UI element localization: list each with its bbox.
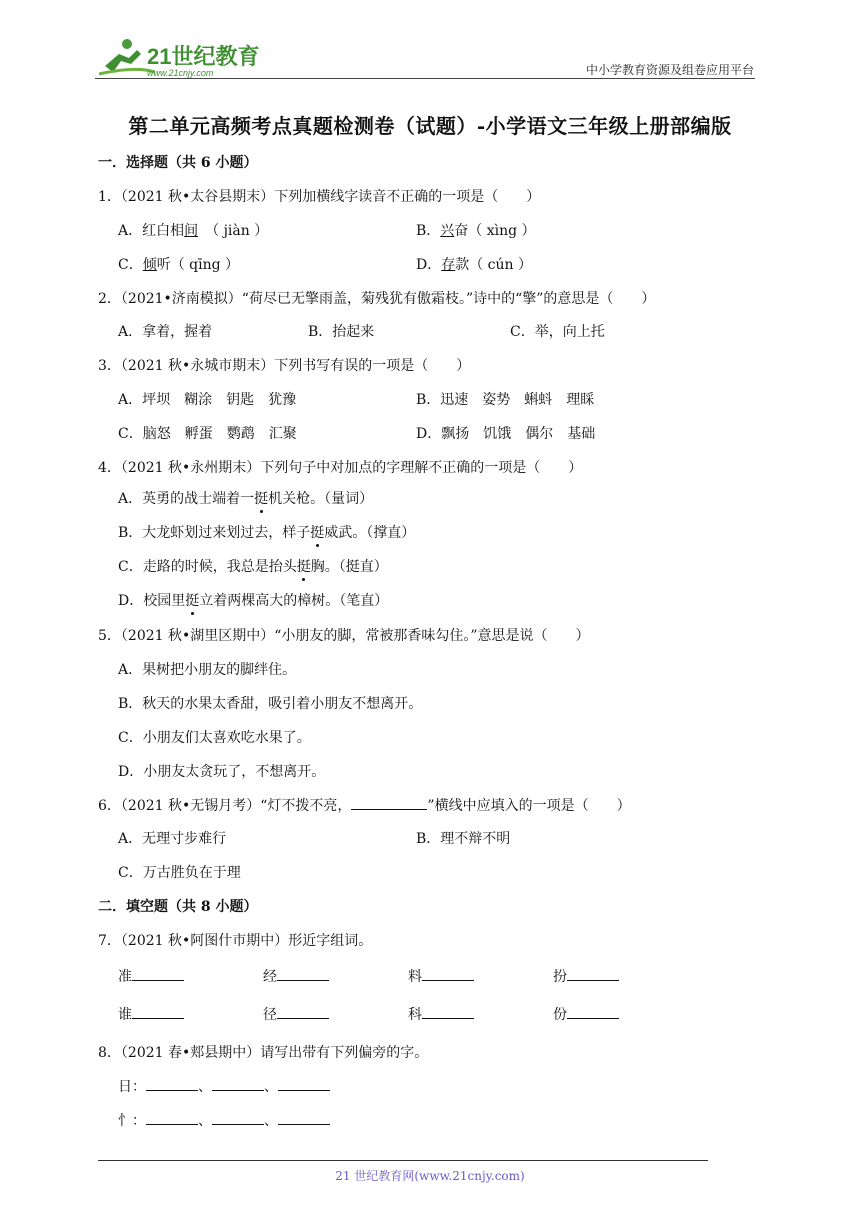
question-3-option-a[interactable]: A．坪坝 糊涂 钥匙 犹豫 <box>118 392 297 408</box>
option-text: C． <box>118 257 143 273</box>
underlined-char: 间 <box>184 223 199 239</box>
char-label: 科 <box>408 1007 422 1023</box>
footer-link[interactable]: 21 世纪教育网(www.21cnjy.com) <box>335 1169 525 1183</box>
radical-label: 日： <box>118 1079 146 1095</box>
word-group-item <box>408 1004 474 1024</box>
word-group-item <box>408 966 474 986</box>
question-2-option-c[interactable]: C．举，向上托 <box>510 324 605 340</box>
option-text: 胸。（挺直） <box>310 559 388 575</box>
char-label: 准 <box>118 969 132 985</box>
dotted-char: 挺 <box>185 593 200 609</box>
question-4-stem: 4．（2021 秋•永州期末）下列句子中对加点的字理解不正确的一项是（ ） <box>98 460 583 476</box>
char-label: 份 <box>553 1007 567 1023</box>
option-text: C．走路的时候，我总是抬头 <box>118 559 297 575</box>
option-text: （ jiàn ） <box>198 223 269 239</box>
answer-blank[interactable] <box>567 966 619 981</box>
radical-row-ri <box>118 1076 330 1096</box>
option-text: 奋（ xìng ） <box>454 223 536 239</box>
question-1-option-b[interactable] <box>416 220 536 240</box>
question-8-stem: 8．（2021 春•郏县期中）请写出带有下列偏旁的字。 <box>98 1045 429 1061</box>
word-group-item <box>263 1004 329 1024</box>
word-group-item <box>118 1004 184 1024</box>
question-3-option-c[interactable]: C．脑怒 孵蛋 鹦鹉 汇聚 <box>118 426 297 442</box>
question-1-option-d[interactable] <box>416 254 532 274</box>
word-group-item <box>263 966 329 986</box>
answer-blank[interactable] <box>132 966 184 981</box>
answer-blank[interactable] <box>278 1110 330 1125</box>
logo-text: 21世纪教育 <box>147 44 260 69</box>
answer-blank[interactable] <box>278 1076 330 1091</box>
question-5-option-d[interactable]: D．小朋友太贪玩了，不想离开。 <box>118 764 326 780</box>
question-3-stem: 3．（2021 秋•永城市期末）下列书写有误的一项是（ ） <box>98 358 471 374</box>
option-text: D．校园里 <box>118 593 186 609</box>
section-heading-fill: 二．填空题（共 8 小题） <box>98 899 258 915</box>
answer-blank[interactable] <box>277 1004 329 1019</box>
char-label: 扮 <box>553 969 567 985</box>
header-divider <box>95 78 755 79</box>
answer-blank[interactable] <box>567 1004 619 1019</box>
radical-label: 忄： <box>118 1113 146 1129</box>
underlined-char: 兴 <box>440 223 455 239</box>
answer-blank[interactable] <box>212 1110 264 1125</box>
char-label: 经 <box>263 969 277 985</box>
char-label: 料 <box>408 969 422 985</box>
question-5-stem: 5．（2021 秋•湖里区期中）“小朋友的脚，常被那香味勾住。”意思是说（ ） <box>98 628 590 644</box>
logo-url: www.21cnjy.com <box>147 68 214 78</box>
question-6-option-c[interactable]: C．万古胜负在于理 <box>118 865 241 881</box>
radical-row-xin <box>118 1110 330 1130</box>
question-1-stem: 1．（2021 秋•太谷县期末）下列加横线字读音不正确的一项是（ ） <box>98 189 541 205</box>
option-text: 款（ cún ） <box>455 257 533 273</box>
option-text: A．红白相 <box>118 223 185 239</box>
question-1-option-a[interactable] <box>118 220 268 240</box>
answer-blank[interactable] <box>277 966 329 981</box>
char-label: 径 <box>263 1007 277 1023</box>
site-logo <box>95 36 260 80</box>
option-text: B．大龙虾划过来划过去，样子 <box>118 525 311 541</box>
question-6-option-a[interactable]: A．无理寸步难行 <box>118 831 227 847</box>
answer-blank[interactable] <box>422 966 474 981</box>
dotted-char: 挺 <box>254 491 269 507</box>
question-6-stem <box>98 795 631 815</box>
question-1-option-c[interactable] <box>118 254 239 274</box>
option-text: B． <box>416 223 441 239</box>
question-5-option-a[interactable]: A．果树把小朋友的脚绊住。 <box>118 662 297 678</box>
answer-blank[interactable] <box>351 795 427 810</box>
underlined-char: 存 <box>441 257 456 273</box>
question-5-option-c[interactable]: C．小朋友们太喜欢吃水果了。 <box>118 730 311 746</box>
question-2-option-a[interactable]: A．拿着，握着 <box>118 324 213 340</box>
dotted-char: 挺 <box>310 525 325 541</box>
char-label: 谁 <box>118 1007 132 1023</box>
answer-blank[interactable] <box>146 1110 198 1125</box>
option-text: 威武。（撑直） <box>324 525 416 541</box>
section-heading-choice: 一．选择题（共 6 小题） <box>98 155 258 171</box>
runner-logo-icon <box>95 36 260 80</box>
page-title: 第二单元高频考点真题检测卷（试题）-小学语文三年级上册部编版 <box>128 114 732 138</box>
separator: 、 <box>264 1113 278 1129</box>
question-3-option-d[interactable]: D．飘扬 饥饿 偶尔 基础 <box>416 426 596 442</box>
answer-blank[interactable] <box>212 1076 264 1091</box>
option-text: A．英勇的战士端着一 <box>118 491 255 507</box>
answer-blank[interactable] <box>132 1004 184 1019</box>
question-text: ”横线中应填入的一项是（ ） <box>427 798 631 814</box>
option-text: 机关枪。（量词） <box>268 491 374 507</box>
word-group-item <box>553 1004 619 1024</box>
answer-blank[interactable] <box>422 1004 474 1019</box>
question-4-option-b[interactable] <box>118 522 415 542</box>
question-text: 6．（2021 秋•无锡月考）“灯不拨不亮， <box>98 798 352 814</box>
footer-divider <box>98 1160 708 1161</box>
question-4-option-c[interactable] <box>118 556 388 576</box>
option-text: 立着两棵高大的樟树。（笔直） <box>199 593 389 609</box>
question-5-option-b[interactable]: B．秋天的水果太香甜，吸引着小朋友不想离开。 <box>118 696 423 712</box>
answer-blank[interactable] <box>146 1076 198 1091</box>
question-4-option-a[interactable] <box>118 488 373 508</box>
word-group-item <box>118 966 184 986</box>
question-6-option-b[interactable]: B．理不辩不明 <box>416 831 511 847</box>
separator: 、 <box>198 1113 212 1129</box>
underlined-char: 倾 <box>142 257 157 273</box>
question-2-option-b[interactable]: B．抬起来 <box>308 324 375 340</box>
option-text: 听（ qīng ） <box>156 257 240 273</box>
question-2-stem: 2．（2021•济南模拟）“荷尽已无擎雨盖，菊残犹有傲霜枝。”诗中的“擎”的意思是（ ） <box>98 291 656 307</box>
option-text: D． <box>416 257 442 273</box>
word-group-item <box>553 966 619 986</box>
dotted-char: 挺 <box>296 559 311 575</box>
separator: 、 <box>264 1079 278 1095</box>
separator: 、 <box>198 1079 212 1095</box>
question-3-option-b[interactable]: B．迅速 姿势 蝌蚪 理睬 <box>416 392 595 408</box>
question-4-option-d[interactable] <box>118 590 388 610</box>
question-7-stem: 7．（2021 秋•阿图什市期中）形近字组词。 <box>98 933 373 949</box>
site-name: 中小学教育资源及组卷应用平台 <box>585 63 754 77</box>
